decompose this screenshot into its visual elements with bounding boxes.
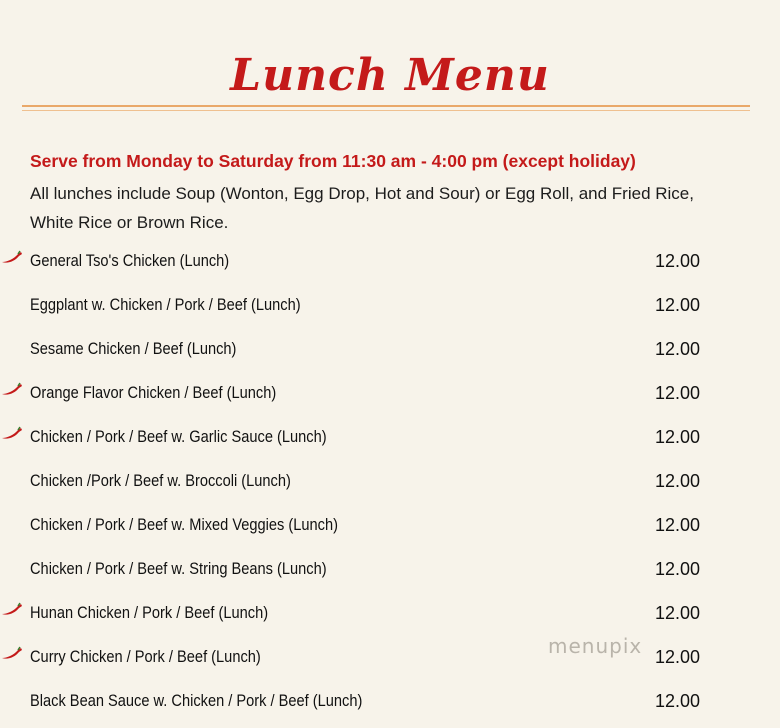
menu-item-price: 12.00 [655,339,701,359]
menu-item [0,592,780,636]
menu-item [0,680,780,724]
menu-item [0,504,780,548]
menu-item [0,328,780,372]
menu-item [0,636,780,680]
menu-item-price: 12.00 [655,471,701,491]
menu-item-price: 12.00 [655,647,701,667]
serving-hours: Serve from Monday to Saturday from 11:30 am - 4:00 pm (except holiday) [30,151,636,171]
title-divider [22,105,750,107]
menu-item-price: 12.00 [655,515,701,535]
menu-item-name: Eggplant w. Chicken / Pork / Beef (Lunch) [30,295,301,314]
menu-item [0,284,780,328]
chili-pepper-icon [1,250,23,264]
menu-item [0,240,780,284]
menu-item-name: Sesame Chicken / Beef (Lunch) [30,339,237,358]
menu-item-price: 12.00 [655,427,701,447]
menu-item-name: Black Bean Sauce w. Chicken / Pork / Beef (Lunch) [30,691,363,710]
menu-item-name: General Tso's Chicken (Lunch) [30,251,230,270]
menu-item-price: 12.00 [655,295,701,315]
menu-item-price: 12.00 [655,603,701,623]
lunch-includes-note: All lunches include Soup (Wonton, Egg Drop, Hot and Sour) or Egg Roll, and Fried Rice, White Rice or Brown Rice. [30,184,694,232]
chili-pepper-icon [1,602,23,616]
menu-item-price: 12.00 [655,691,701,711]
menu-item-name: Chicken / Pork / Beef w. String Beans (Lunch) [30,559,327,578]
watermark: menupix [548,634,643,658]
menu-item-name: Chicken / Pork / Beef w. Mixed Veggies (Lunch) [30,515,338,534]
menu-item [0,372,780,416]
menu-item-price: 12.00 [655,559,701,579]
menu-item-name: Hunan Chicken / Pork / Beef (Lunch) [30,603,269,622]
chili-pepper-icon [1,382,23,396]
menu-item [0,460,780,504]
title-divider-thin [22,110,750,111]
menu-item-name: Orange Flavor Chicken / Beef (Lunch) [30,383,277,402]
page-title: Lunch Menu [230,50,550,101]
menu-item-name: Chicken / Pork / Beef w. Garlic Sauce (Lunch) [30,427,327,446]
menu-item [0,548,780,592]
chili-pepper-icon [1,426,23,440]
menu-item-price: 12.00 [655,383,701,403]
menu-item [0,416,780,460]
menu-item-name: Curry Chicken / Pork / Beef (Lunch) [30,647,261,666]
menu-item-price: 12.00 [655,251,701,271]
menu-item-name: Chicken /Pork / Beef w. Broccoli (Lunch) [30,471,291,490]
menu-list [0,240,780,724]
chili-pepper-icon [1,646,23,660]
